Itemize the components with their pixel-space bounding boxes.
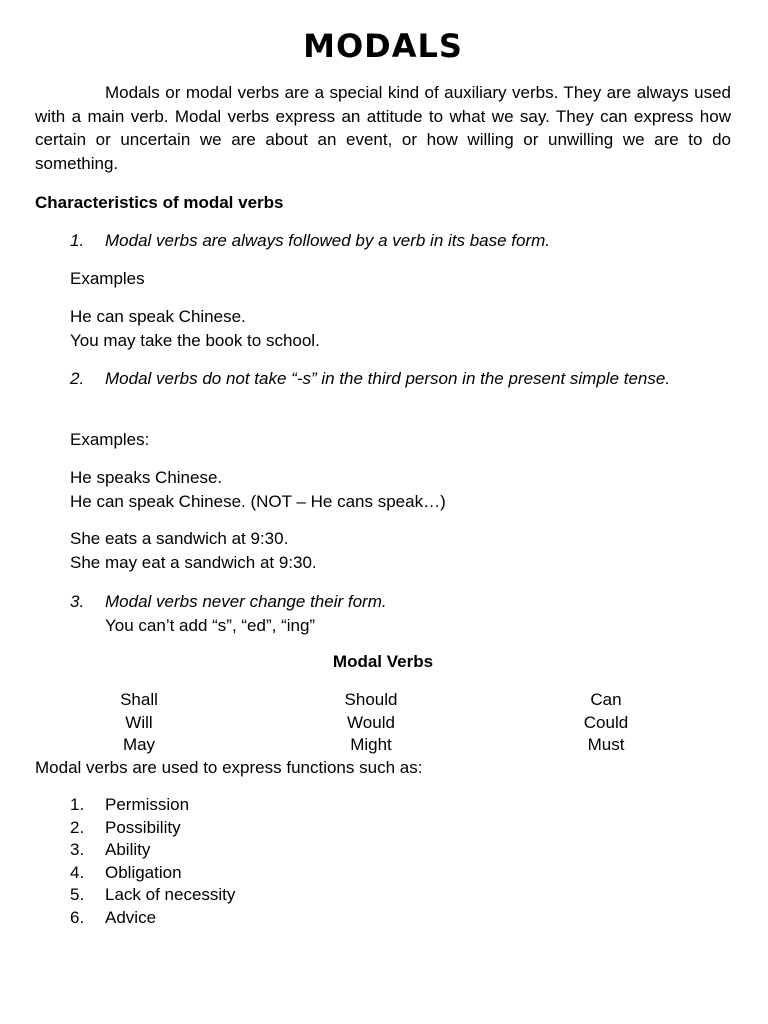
modal-verb: May — [122, 735, 156, 754]
characteristic-number: 1. — [70, 231, 85, 250]
function-label: Permission — [105, 795, 190, 814]
modal-verb: Should — [344, 690, 398, 709]
function-label: Lack of necessity — [105, 885, 236, 904]
characteristic-item-1 — [70, 229, 710, 253]
modal-verbs-row — [35, 688, 731, 711]
modal-verbs-row — [35, 733, 731, 756]
characteristic-number: 2. — [70, 369, 85, 388]
list-number: 6. — [70, 907, 85, 927]
function-label: Possibility — [105, 817, 181, 837]
list-number: 3. — [70, 840, 85, 859]
characteristic-text: Modal verbs never change their form. — [105, 592, 387, 611]
modal-verb: Will — [125, 712, 153, 732]
modal-verb: Would — [347, 712, 395, 732]
example-sentence: She may eat a sandwich at 9:30. — [70, 552, 317, 572]
list-number: 4. — [70, 862, 85, 882]
examples-label: Examples — [70, 269, 145, 288]
modal-verb: Must — [587, 735, 625, 754]
function-label: Advice — [105, 907, 157, 927]
example-group — [70, 466, 446, 513]
example-group — [70, 305, 320, 352]
example-group — [70, 527, 317, 574]
modal-verbs-row — [35, 711, 731, 734]
function-label: Ability — [105, 840, 151, 859]
list-number: 2. — [70, 817, 85, 837]
example-sentence: He can speak Chinese. (NOT – He cans speak…) — [70, 491, 446, 511]
example-sentence: He can speak Chinese. — [70, 307, 246, 326]
modal-verbs-heading: Modal Verbs — [332, 652, 434, 671]
list-number: 5. — [70, 885, 85, 904]
characteristic-text: Modal verbs do not take “-s” in the third person in the present simple tense. — [105, 369, 671, 388]
characteristic-item-3 — [70, 590, 710, 637]
intro-paragraph: Modals or modal verbs are a special kind of auxiliary verbs. They are always used with a main verb. Modal verbs express an attitude to what we say. They can express how certain or uncertain we are about an event, or how willing or unwilling we are to do something. — [35, 83, 731, 173]
characteristics-heading: Characteristics of modal verbs — [35, 193, 284, 212]
document-page — [35, 0, 731, 1024]
modal-verb: Can — [590, 690, 622, 709]
modal-verb: Could — [583, 712, 629, 732]
modal-verb: Might — [350, 735, 392, 754]
characteristic-number: 3. — [70, 592, 85, 611]
examples-label: Examples: — [70, 430, 150, 449]
example-sentence: You may take the book to school. — [70, 330, 320, 350]
characteristic-subtext: You can’t add “s”, “ed”, “ing” — [105, 615, 316, 635]
example-sentence: He speaks Chinese. — [70, 468, 223, 487]
list-number: 1. — [70, 795, 85, 814]
functions-intro: Modal verbs are used to express functions such as: — [35, 758, 423, 777]
characteristic-text: Modal verbs are always followed by a verb in its base form. — [105, 231, 551, 250]
characteristic-item-2 — [70, 367, 710, 391]
function-label: Obligation — [105, 862, 182, 882]
modal-verbs-grid — [35, 688, 731, 756]
example-sentence: She eats a sandwich at 9:30. — [70, 529, 289, 548]
page-title: MODALS — [303, 27, 463, 65]
modal-verb: Shall — [120, 690, 158, 709]
